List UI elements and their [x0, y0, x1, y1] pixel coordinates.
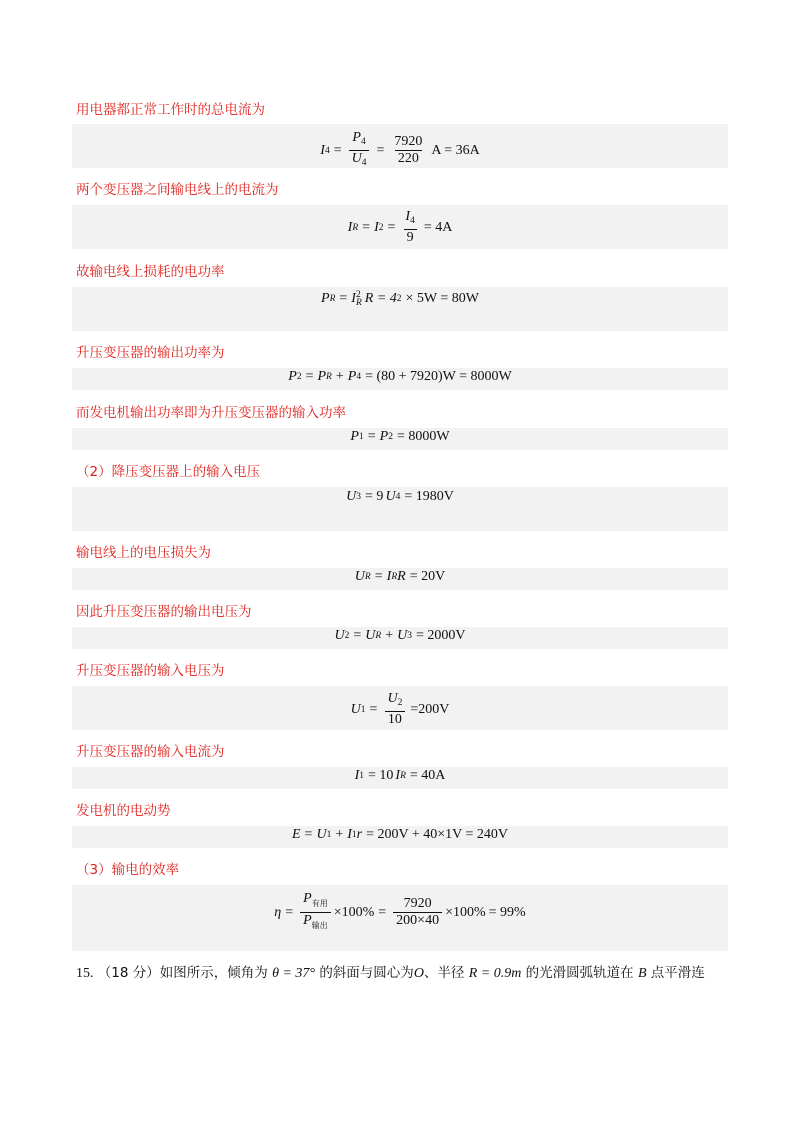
step-label-generator-output: 而发电机输出功率即为升压变压器的输入功率: [76, 405, 346, 421]
formula-step-up-input-voltage: U 1 = $\frac{U_2}{10}$ =200V: [350, 691, 450, 727]
step-label-step-up-input-voltage: 升压变压器的输入电压为: [76, 663, 225, 679]
step-label-step-up-output-voltage: 因此升压变压器的输出电压为: [76, 604, 252, 620]
step-label-line-current: 两个变压器之间输电线上的电流为: [76, 182, 279, 198]
problem-intro: （18 分）如图所示，倾角为: [97, 965, 268, 981]
step-label-step-down-input: （2）降压变压器上的输入电压: [76, 464, 261, 480]
formula-line-current: I R = I 2 = $\frac{I_4}{9}$ = 4A: [347, 209, 453, 245]
formula-box-12: [72, 885, 728, 951]
formula-box-3: [72, 287, 728, 331]
formula-box-1: [72, 124, 728, 168]
formula-box-4: [72, 368, 728, 390]
point-o: O: [413, 966, 424, 981]
step-label-voltage-loss: 输电线上的电压损失为: [76, 545, 211, 561]
step-label-efficiency: （3）输电的效率: [76, 862, 180, 878]
formula-box-9: [72, 686, 728, 730]
step-label-step-up-input-current: 升压变压器的输入电流为: [76, 744, 225, 760]
text-segment: 的斜面与圆心为: [319, 965, 414, 981]
problem-number: 15.: [76, 966, 94, 981]
formula-box-11: [72, 826, 728, 848]
problem-15-statement: [76, 962, 705, 985]
step-label-total-current: 用电器都正常工作时的总电流为: [76, 102, 265, 118]
formula-efficiency: η = $\frac{P_{有用}}{P_{输出}}$ ×100% = $\frac{7920}{200\times 40}$ ×100% = 99%: [274, 891, 525, 934]
formula-power-loss: P R = I 2 R R = 4 2 × 5W = 80W: [321, 290, 479, 308]
formula-total-current: I 4 = $\frac{P_4}{U_4}$ = $\frac{7920}{220}$ A = 36A: [320, 130, 479, 171]
formula-box-5: [72, 428, 728, 450]
formula-step-up-input-current: I 1 = 10 I R = 40A: [354, 768, 446, 783]
formula-step-up-output: P 2 = P R + P 4 = (80 + 7920)W = 8000W: [288, 369, 512, 384]
text-segment: 点平滑连: [650, 965, 705, 981]
formula-step-up-output-voltage: U 2 = U R + U 3 = 2000V: [334, 628, 466, 643]
point-b: B: [637, 966, 647, 981]
step-label-power-loss: 故输电线上损耗的电功率: [76, 264, 225, 280]
formula-box-6: [72, 487, 728, 531]
formula-box-7: [72, 568, 728, 590]
text-segment: 、半径: [423, 965, 465, 981]
formula-step-down-input: U 3 = 9 U 4 = 1980V: [346, 489, 454, 504]
formula-box-2: [72, 205, 728, 249]
radius-value: R = 0.9m: [468, 966, 522, 981]
step-label-step-up-output: 升压变压器的输出功率为: [76, 345, 225, 361]
step-label-emf: 发电机的电动势: [76, 803, 171, 819]
formula-voltage-loss: U R = I R R = 20V: [354, 569, 446, 584]
text-segment: 的光滑圆弧轨道在: [525, 965, 634, 981]
formula-box-8: [72, 627, 728, 649]
formula-generator-output: P 1 = P 2 = 8000W: [350, 429, 450, 444]
formula-box-10: [72, 767, 728, 789]
formula-emf: E = U 1 + I 1 r = 200V + 40×1V = 240V: [291, 827, 509, 842]
angle-value: θ = 37°: [272, 966, 316, 981]
